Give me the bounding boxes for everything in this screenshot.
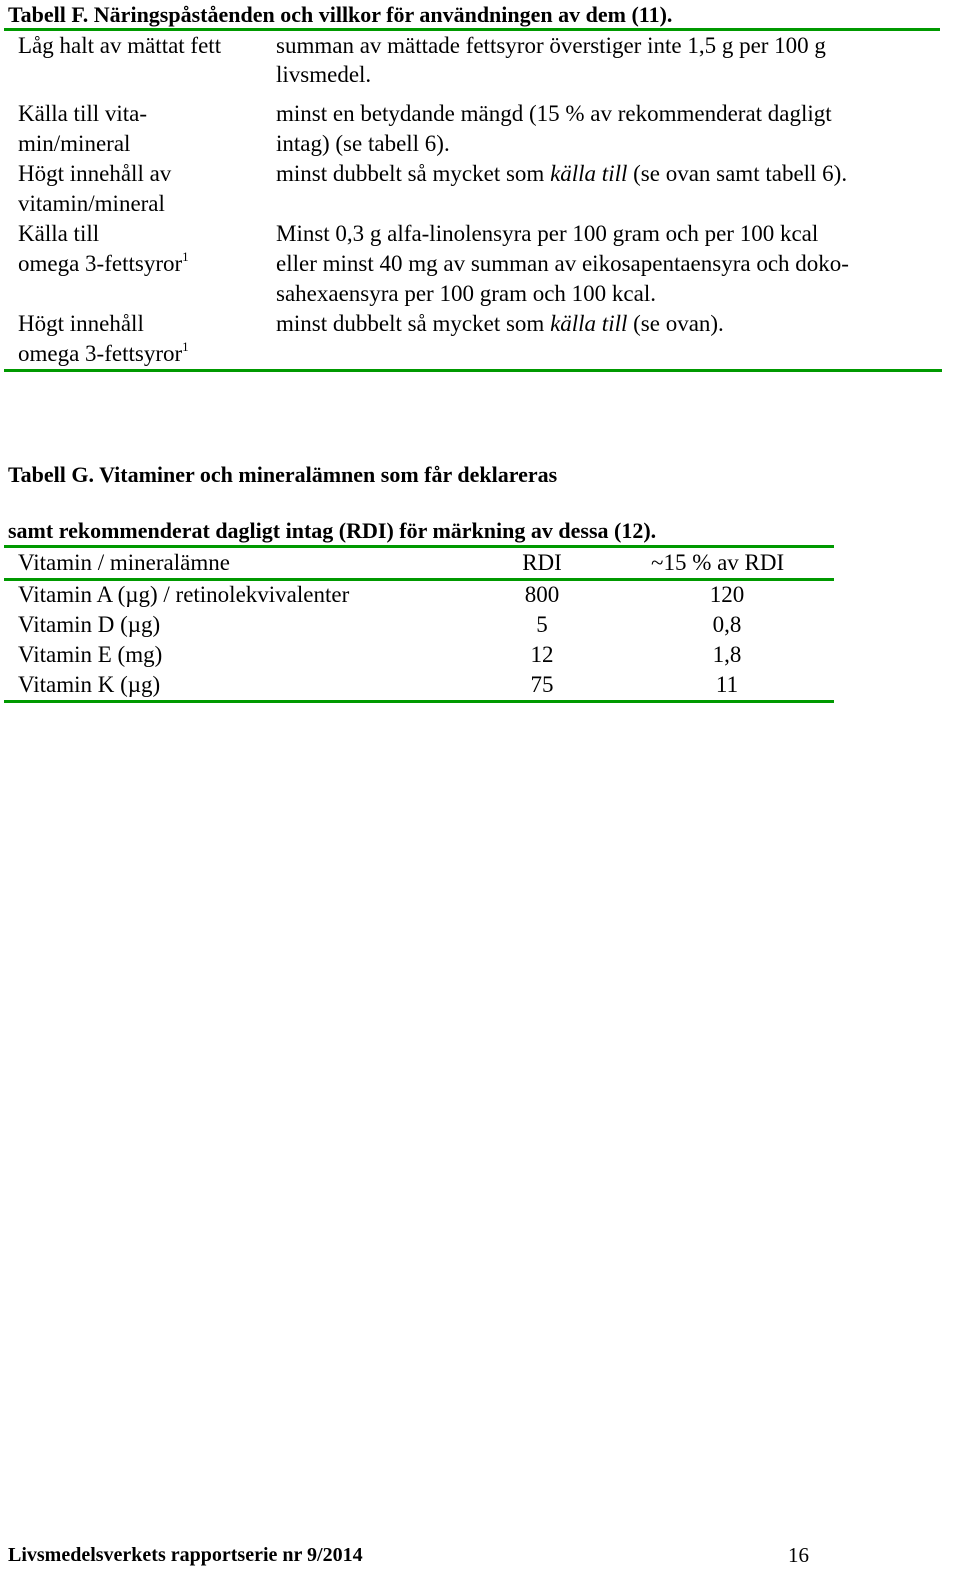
- table-g-row-d-rdi: 5: [536, 612, 548, 637]
- table-g-header-nutrient: Vitamin / mineralämne: [18, 550, 230, 575]
- table-f-row2-condition-line1: minst en betydande mängd (15 % av rekommenderat dagligt: [276, 101, 832, 126]
- table-f-row5-footnote-marker: 1: [182, 339, 189, 354]
- table-g-row-k-nutrient: Vitamin K (µg): [18, 672, 161, 697]
- table-f-row4-claim-text: omega 3-fettsyror: [18, 251, 183, 276]
- table-f-row2-condition-line2: intag) (se tabell 6).: [276, 131, 450, 156]
- table-g-header-percent: ~15 % av RDI: [651, 550, 785, 575]
- table-f-row1-condition-line1: summan av mättade fettsyror överstiger inte 1,5 g per 100 g: [276, 33, 826, 58]
- table-f-row5-condition-prefix: minst dubbelt så mycket som: [276, 311, 551, 336]
- table-f-bottom-rule: [4, 369, 942, 372]
- table-g-row-k-percent: 11: [715, 672, 739, 697]
- table-f-row5-condition-italic: källa till: [550, 311, 628, 336]
- table-g-row-k-rdi: 75: [530, 672, 554, 697]
- table-f-row2-claim-line2: min/mineral: [18, 131, 131, 156]
- table-f-row1-condition-line2: livsmedel.: [276, 62, 372, 87]
- table-f-row5-claim-line1: Högt innehåll: [18, 311, 144, 336]
- table-g-row-e-nutrient: Vitamin E (mg): [18, 642, 163, 667]
- footer-page-number: 16: [788, 1543, 809, 1567]
- table-f-row5-claim-line2: [18, 339, 189, 369]
- table-g-row-d-percent: 0,8: [712, 612, 742, 637]
- table-f-row3-claim-line2: vitamin/mineral: [18, 191, 165, 216]
- footer-series: Livsmedelsverkets rapportserie nr 9/2014: [8, 1544, 363, 1566]
- table-f-row3-claim-line1: Högt innehåll av: [18, 161, 172, 186]
- table-g-title-line1: Tabell G. Vitaminer och mineralämnen som får deklareras: [8, 462, 558, 487]
- table-f-row3-condition-suffix: (se ovan samt tabell 6).: [627, 161, 848, 186]
- table-g-title-line2: samt rekommenderat dagligt intag (RDI) för märkning av dessa (12).: [8, 518, 657, 543]
- table-f-row4-condition-line3: sahexaensyra per 100 gram och 100 kcal.: [276, 281, 656, 306]
- table-g-row-d-nutrient: Vitamin D (µg): [18, 612, 161, 637]
- table-f-row4-claim-line2: [18, 249, 189, 279]
- table-g-row-e-rdi: 12: [530, 642, 554, 667]
- table-g-bottom-rule: [4, 700, 834, 703]
- table-f-row4-claim-line1: Källa till: [18, 221, 100, 246]
- table-g-row-e-percent: 1,8: [712, 642, 742, 667]
- table-f-row3-condition: [276, 159, 847, 189]
- table-g-row-a-rdi: 800: [524, 582, 560, 607]
- table-f-row1-claim: Låg halt av mättat fett: [18, 33, 222, 58]
- table-f-row5-condition-suffix: (se ovan).: [627, 311, 724, 336]
- table-f-row3-condition-italic: källa till: [550, 161, 628, 186]
- table-f-row2-claim-line1: Källa till vita-: [18, 101, 148, 126]
- table-f-row4-footnote-marker: 1: [182, 249, 189, 264]
- table-f-row5-condition: [276, 309, 724, 339]
- table-f-title: Tabell F. Näringspåståenden och villkor för användningen av dem (11).: [8, 2, 673, 27]
- table-g-row-a-percent: 120: [709, 582, 745, 607]
- table-f-row4-condition-line1: Minst 0,3 g alfa-linolensyra per 100 gram och per 100 kcal: [276, 221, 819, 246]
- table-f-row3-condition-prefix: minst dubbelt så mycket som: [276, 161, 551, 186]
- table-f-row5-claim-text: omega 3-fettsyror: [18, 341, 183, 366]
- table-g-header-rdi: RDI: [522, 550, 562, 575]
- table-f-row4-condition-line2: eller minst 40 mg av summan av eikosapentaensyra och doko-: [276, 251, 849, 276]
- table-g-row-a-nutrient: Vitamin A (µg) / retinolekvivalenter: [18, 582, 350, 607]
